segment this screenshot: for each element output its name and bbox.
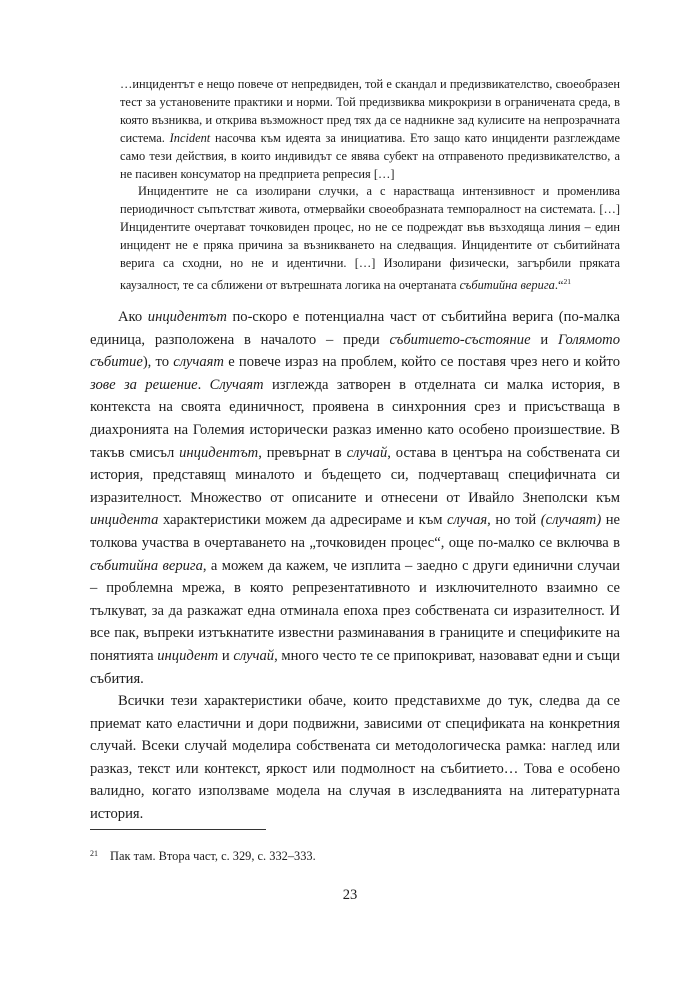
text-run: по-скоро е потенциална част от събитийна верига (по-малка единица, разположена в началото – преди xyxy=(90,309,620,348)
text-run: не толкова участва в очертаването на „точковиден процес“, още по-малко се включва в xyxy=(90,512,620,551)
italic-run: Голямото събитие xyxy=(90,331,621,371)
italic-run: (случаят) xyxy=(540,512,602,529)
body-text xyxy=(90,306,620,826)
footnote xyxy=(90,846,620,864)
quote-paragraph-1 xyxy=(120,76,620,183)
text-run: , но той xyxy=(487,512,541,529)
text-run: ), то xyxy=(142,354,174,371)
footnote-reference: 21 xyxy=(563,276,571,286)
text-run: е повече израз на проблем, който се поставя чрез него и който xyxy=(223,354,620,371)
italic-run: Incident xyxy=(169,130,211,145)
italic-run: инцидента xyxy=(90,512,159,529)
italic-run: случая xyxy=(446,512,488,529)
page-number: 23 xyxy=(342,887,358,903)
text-run: насочва към идеята за инициатива. Ето защо като инциденти разглеждаме само тези действия, в които индивидът се явява субект на отправеното предизвикателство, а не пасивен консуматор на предприета репресия […] xyxy=(120,130,620,181)
text-run: изглежда затворен в отделната си малка история, в контекста на своята единичност, проявена в синхронния срез и присъстваща в диахронията на Големия исторически разказ именно като особено произшествие. В такъв смисъл xyxy=(90,376,621,461)
text-run: . xyxy=(197,376,210,393)
italic-run: инцидентът xyxy=(147,309,227,325)
body-paragraph-2 xyxy=(90,690,620,826)
italic-run: случай xyxy=(233,647,275,664)
text-run: , превърнат в xyxy=(258,444,347,461)
text-run: Всички тези характеристики обаче, които представихме до тук, следва да се приемат като еластични и дори подвижни, зависими от спецификата на конкретния случай. Всеки случай моделира собствената си методологическа рамка: наглед или разказ, текст или контекст, яркост или подмолност на събитието… Това е особено валидно, когато използваме модела на случая в изследванията на литературната история. xyxy=(90,693,620,823)
text-run: , много често те се припокриват, назовават едни и същи събития. xyxy=(90,647,620,687)
text-run: и xyxy=(530,331,558,348)
footnote-text: Пак там. Втора част, с. 329, с. 332–333. xyxy=(110,849,316,863)
text-run: Ако xyxy=(118,309,148,325)
text-run: .“ xyxy=(554,277,564,292)
text-run: Инцидентите не са изолирани случки, а с нарастваща интензивност и променлива периодичност съпътстват живота, отмервайки своеобразната темпоралност на системата. […] Инцидентите очертават точковиден процес, но не се подреждат във възходяща линия – един инцидент не е пряка причина за възникването на следващия. Инцидентите от събитийната верига са сходни, но не и идентични. […] Изолирани физически, загърбили пряката каузалност, те са сближени от вътрешната логика на очертаната xyxy=(120,184,620,292)
italic-run: инцидент xyxy=(157,647,219,664)
text-run: , а можем да кажем, че изплита – заедно с други единични случаи – проблемна мрежа, в която репрезентативното и изключителното взаимно се тълкуват, за да разкажат една отминала епоха през собствената си изразителност. И все пак, въпреки изтъкнатите известни разминавания в границите и спецификите на понятията xyxy=(90,557,620,664)
italic-run: случаят xyxy=(173,354,224,371)
footnote-number: 21 xyxy=(90,849,98,858)
text-run: и xyxy=(218,647,234,664)
quote-paragraph-2 xyxy=(120,183,620,294)
italic-run: зове за решение xyxy=(90,376,198,393)
footnote-divider xyxy=(90,829,266,830)
block-quote xyxy=(120,76,620,295)
italic-run: събитийна верига xyxy=(459,277,555,292)
italic-run: инцидентът xyxy=(179,444,259,461)
text-run: характеристики можем да адресираме и към xyxy=(158,512,447,529)
italic-run: събитийна верига xyxy=(90,557,203,574)
text-run: …инцидентът е нещо повече от непредвиден, той е скандал и предизвикателство, своеобразен тест за установените практики и норми. Той предизвиква микрокризи в ограничената среда, в която възниква, и открива възможност пред тях да се надникне зад кулисите на непрозрачната система. xyxy=(120,77,620,145)
text-run: , остава в центъра на собствената си история, представящ миналото и бъдещето си, подчертаващ специфичната си изразителност. Множество от описаните и отнесени от Ивайло Знеполски към xyxy=(90,444,620,506)
italic-run: Случаят xyxy=(209,376,264,393)
body-paragraph-1 xyxy=(90,306,620,690)
italic-run: събитието-състояние xyxy=(389,331,531,348)
italic-run: случай xyxy=(346,444,388,461)
